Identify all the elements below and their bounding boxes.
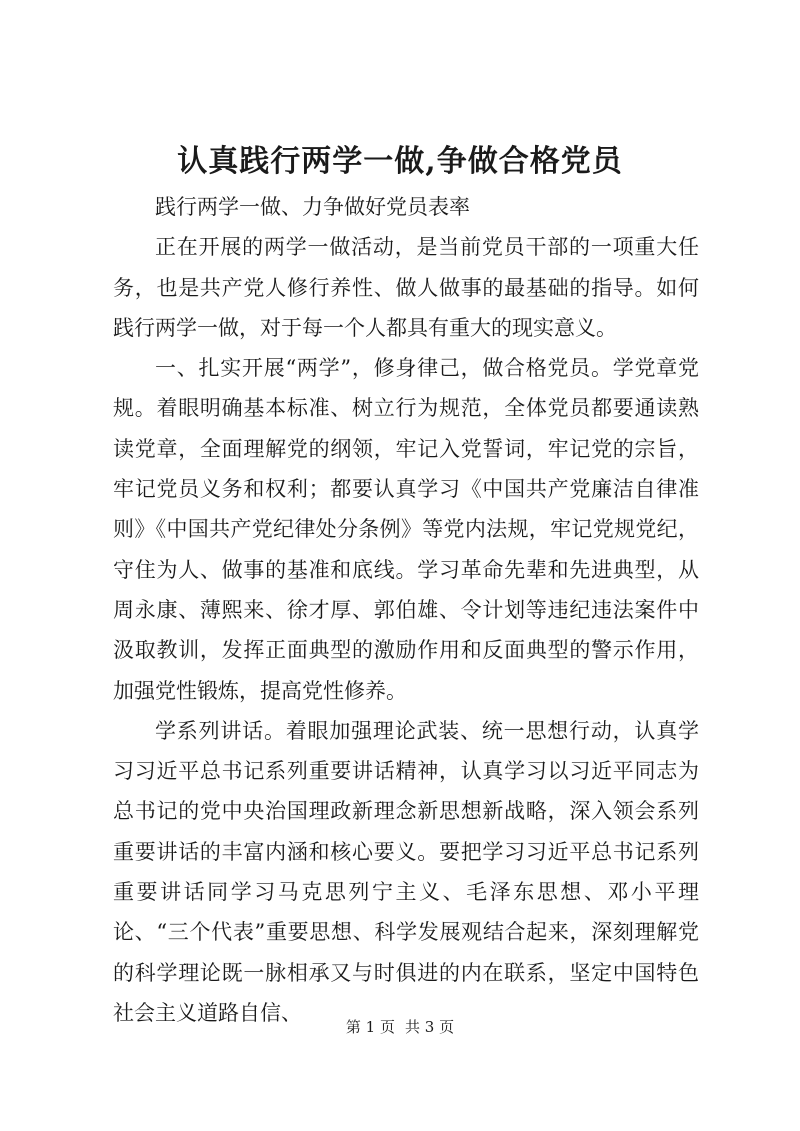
- body-paragraph: 一、扎实开展“两学”，修身律己，做合格党员。学党章党规。着眼明确基本标准、树立行为规范，全体党员都要通读熟读党章，全面理解党的纲领，牢记入党誓词，牢记党的宗旨，牢记党员义务和权利；都要认真学习《中国共产党廉洁自律准则》《中国共产党纪律处分条例》等党内法规，牢记党规党纪，守住为人、做事的基准和底线。学习革命先辈和先进典型，从周永康、薄熙来、徐才厚、郭伯雄、令计划等违纪违法案件中汲取教训，发挥正面典型的激励作用和反面典型的警示作用，加强党性锻炼，提高党性修养。: [113, 356, 699, 703]
- document-title: 认真践行两学一做,争做合格党员: [177, 144, 623, 179]
- page-number: 第 1 页: [345, 1018, 395, 1036]
- page-footer: [0, 1016, 800, 1038]
- document-body: [113, 187, 699, 1033]
- subtitle-paragraph: 践行两学一做、力争做好党员表率: [155, 195, 470, 219]
- body-paragraph: 正在开展的两学一做活动，是当前党员干部的一项重大任务，也是共产党人修行养性、做人做事的最基础的指导。如何践行两学一做，对于每一个人都具有重大的现实意义。: [113, 235, 699, 340]
- body-paragraph: 学系列讲话。着眼加强理论武装、统一思想行动，认真学习习近平总书记系列重要讲话精神，认真学习以习近平同志为总书记的党中央治国理政新理念新思想新战略，深入领会系列重要讲话的丰富内涵和核心要义。要把学习习近平总书记系列重要讲话同学习马克思列宁主义、毛泽东思想、邓小平理论、“三个代表”重要思想、科学发展观结合起来，深刻理解党的科学理论既一脉相承又与时俱进的内在联系，坚定中国特色社会主义道路自信、: [113, 718, 699, 1025]
- page-total: 共 3 页: [405, 1018, 455, 1036]
